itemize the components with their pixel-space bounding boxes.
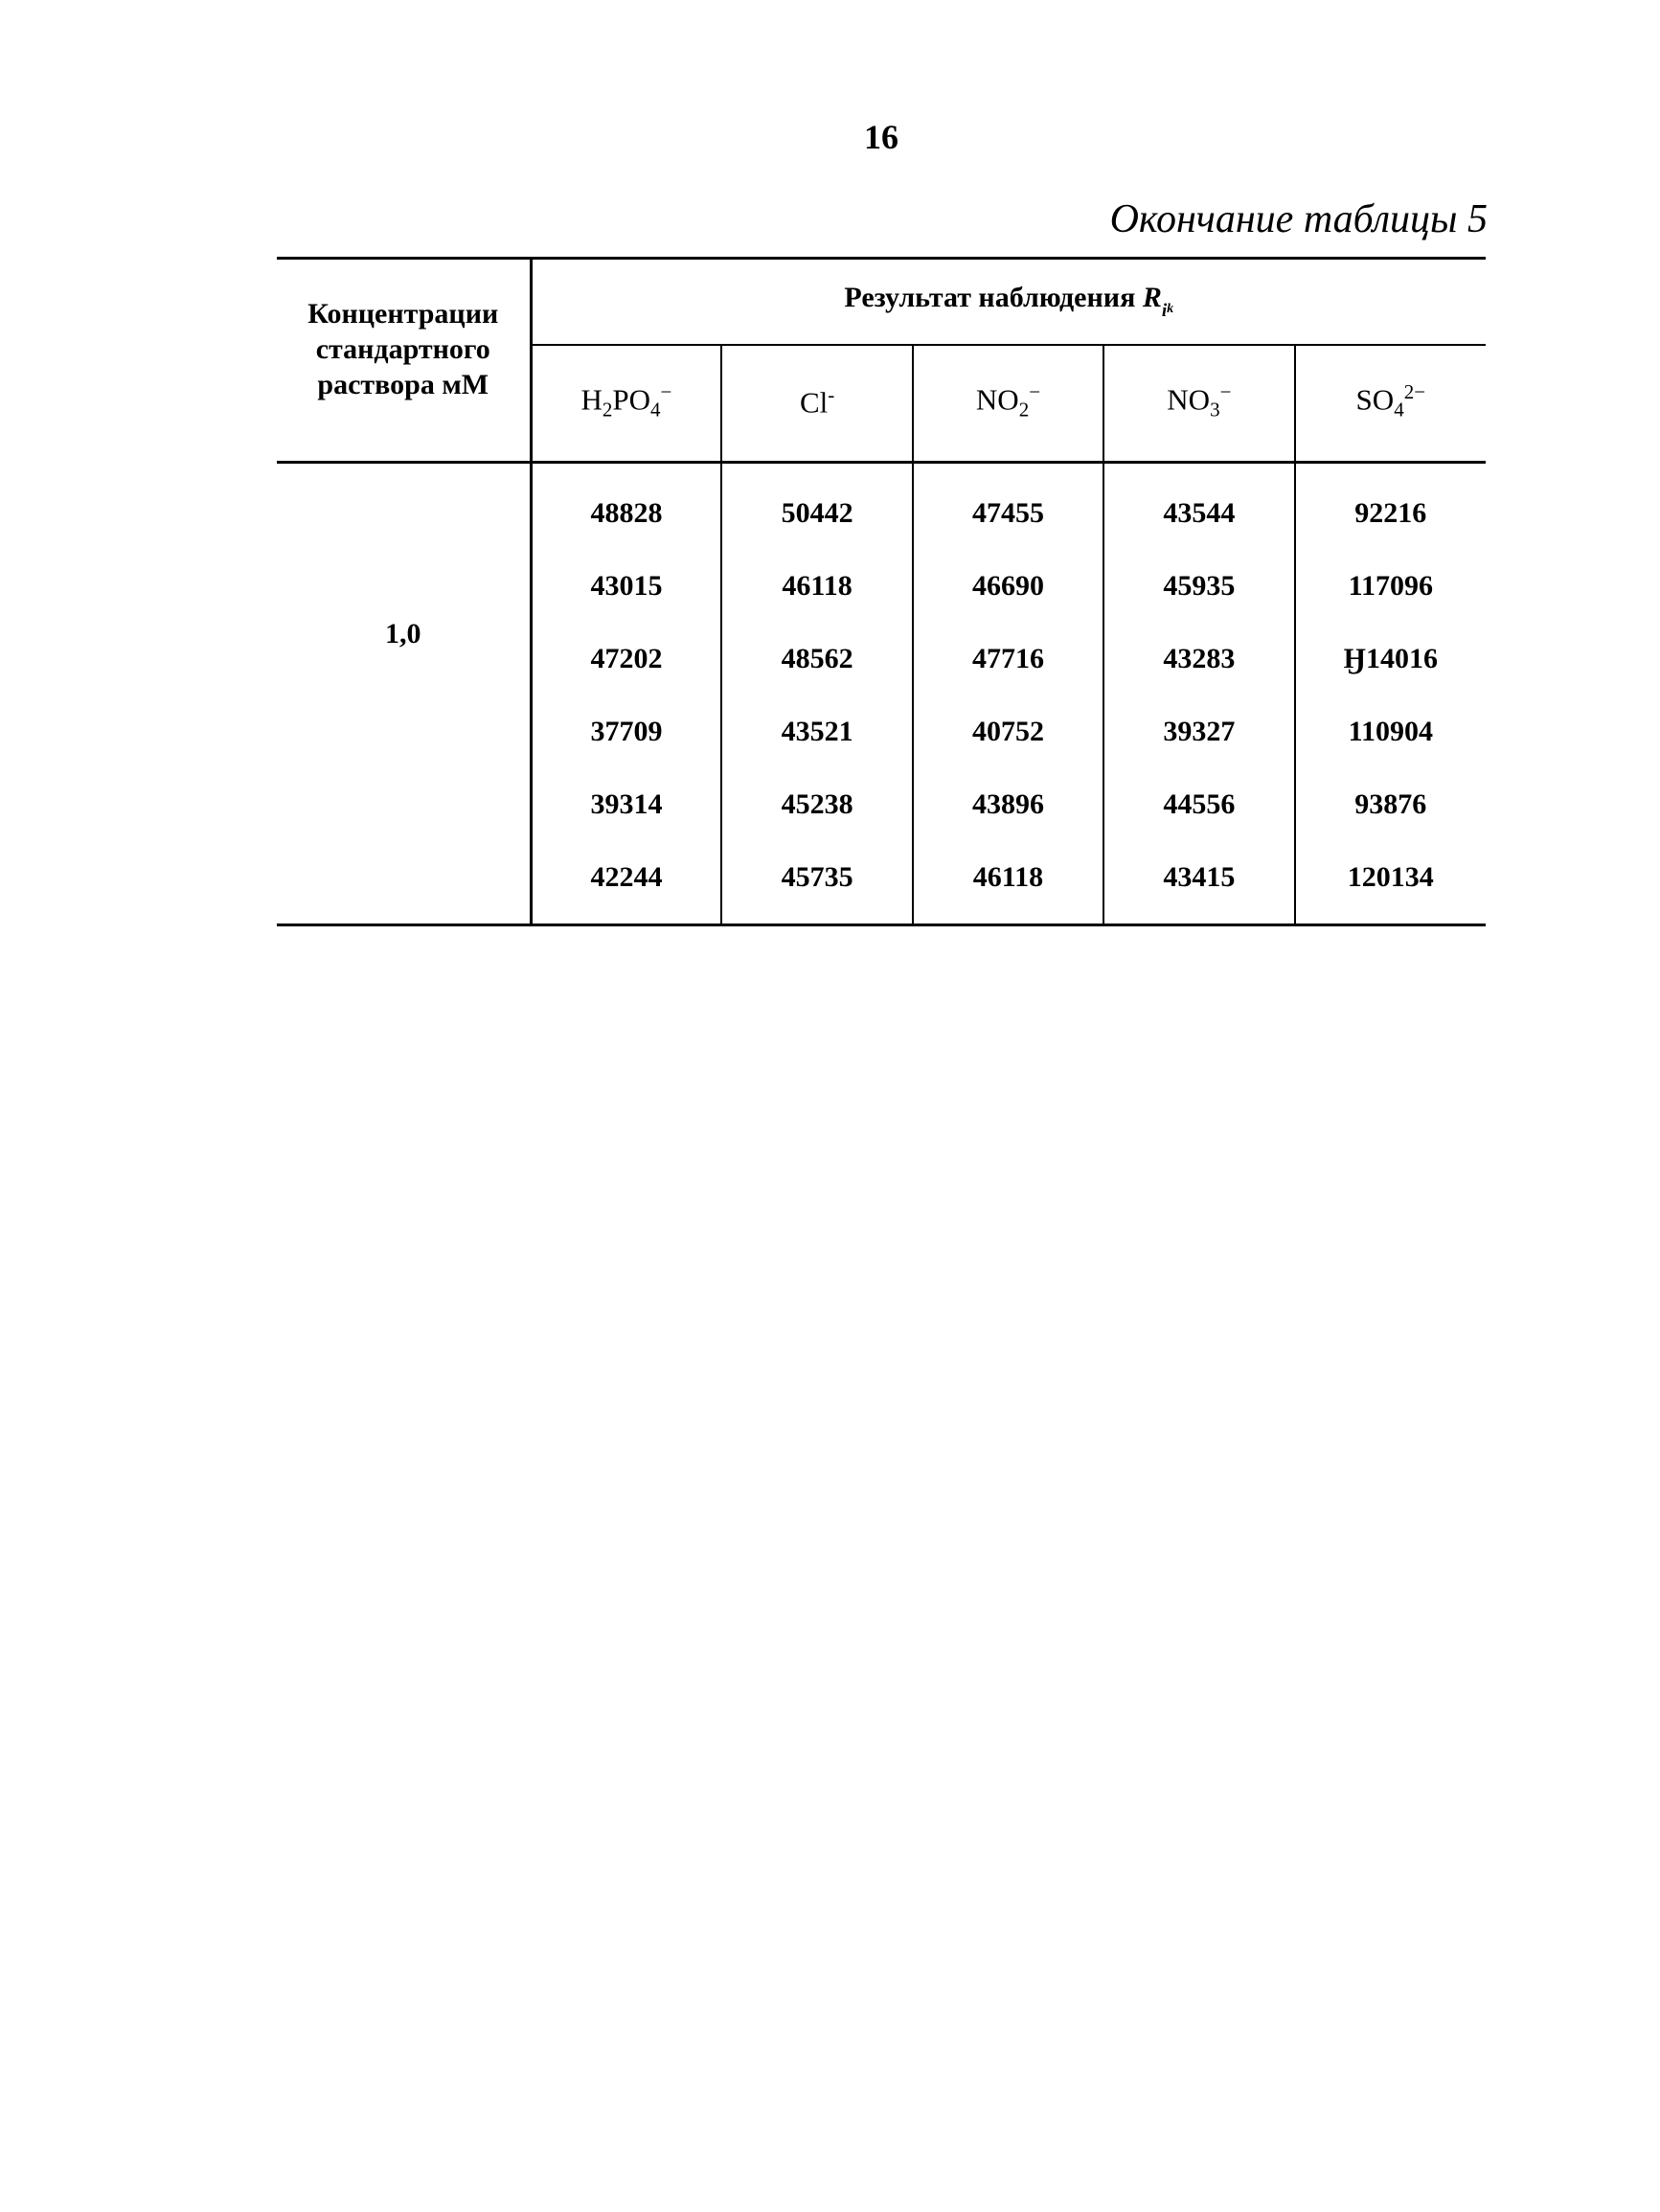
table-cell: 37709 bbox=[531, 696, 721, 768]
concentration-value: 1,0 bbox=[277, 463, 531, 925]
table-cell: 45238 bbox=[721, 768, 912, 841]
result-header-label: Результат наблюдения bbox=[844, 282, 1136, 313]
table-caption: Окончание таблицы 5 bbox=[1109, 197, 1488, 241]
table-cell: 47202 bbox=[531, 623, 721, 696]
ion-header-so4: $SO_4^{2-}$ bbox=[1295, 345, 1486, 463]
table-cell: 92216 bbox=[1354, 497, 1427, 529]
table-cell: 47455 bbox=[913, 463, 1103, 551]
ion-header-cl: Cl- bbox=[721, 345, 912, 463]
page-number: 16 bbox=[864, 118, 898, 156]
table-row bbox=[277, 463, 1486, 551]
table-cell: 44556 bbox=[1103, 768, 1294, 841]
table-cell: 42244 bbox=[531, 841, 721, 925]
table-cell: 43896 bbox=[913, 768, 1103, 841]
table-cell: 45735 bbox=[721, 841, 912, 925]
table-cell: 46118 bbox=[721, 550, 912, 623]
result-subscript: i bbox=[1161, 301, 1168, 321]
table-cell: 43544 bbox=[1103, 463, 1294, 551]
table-cell: 46690 bbox=[913, 550, 1103, 623]
table-cell: 117096 bbox=[1348, 570, 1433, 602]
table-cell: 43015 bbox=[531, 550, 721, 623]
table-cell: Ӈ14016 bbox=[1343, 643, 1438, 674]
concentration-header-line: стандартного bbox=[315, 333, 490, 365]
ion-header-no2: $NO_2^-$ bbox=[913, 345, 1103, 463]
table-cell: 43415 bbox=[1103, 841, 1294, 925]
concentration-header-line: Концентрации bbox=[307, 298, 499, 330]
table-cell: 39327 bbox=[1103, 696, 1294, 768]
result-header bbox=[531, 259, 1486, 346]
table-cell: 47716 bbox=[913, 623, 1103, 696]
table-cell: 110904 bbox=[1348, 716, 1433, 747]
table-cell: 45935 bbox=[1103, 550, 1294, 623]
table-cell: 43283 bbox=[1103, 623, 1294, 696]
table-cell: 46118 bbox=[913, 841, 1103, 925]
table-cell: 40752 bbox=[913, 696, 1103, 768]
result-subsubscript: k bbox=[1167, 302, 1174, 316]
table-cell: 48828 bbox=[531, 463, 721, 551]
table-cell: 50442 bbox=[721, 463, 912, 551]
table-cell: 120134 bbox=[1295, 841, 1486, 925]
concentration-header-line: раствора мМ bbox=[317, 369, 489, 400]
table-cell: 93876 bbox=[1354, 788, 1427, 820]
results-table bbox=[277, 257, 1486, 926]
table-cell: 48562 bbox=[721, 623, 912, 696]
table-cell: 39314 bbox=[531, 768, 721, 841]
result-symbol: R bbox=[1142, 282, 1162, 313]
table-cell: 43521 bbox=[721, 696, 912, 768]
ion-header-h2po4: $H_2PO_4^-$ bbox=[531, 345, 721, 463]
ion-header-no3: $NO_3^-$ bbox=[1103, 345, 1294, 463]
concentration-header bbox=[277, 259, 531, 463]
